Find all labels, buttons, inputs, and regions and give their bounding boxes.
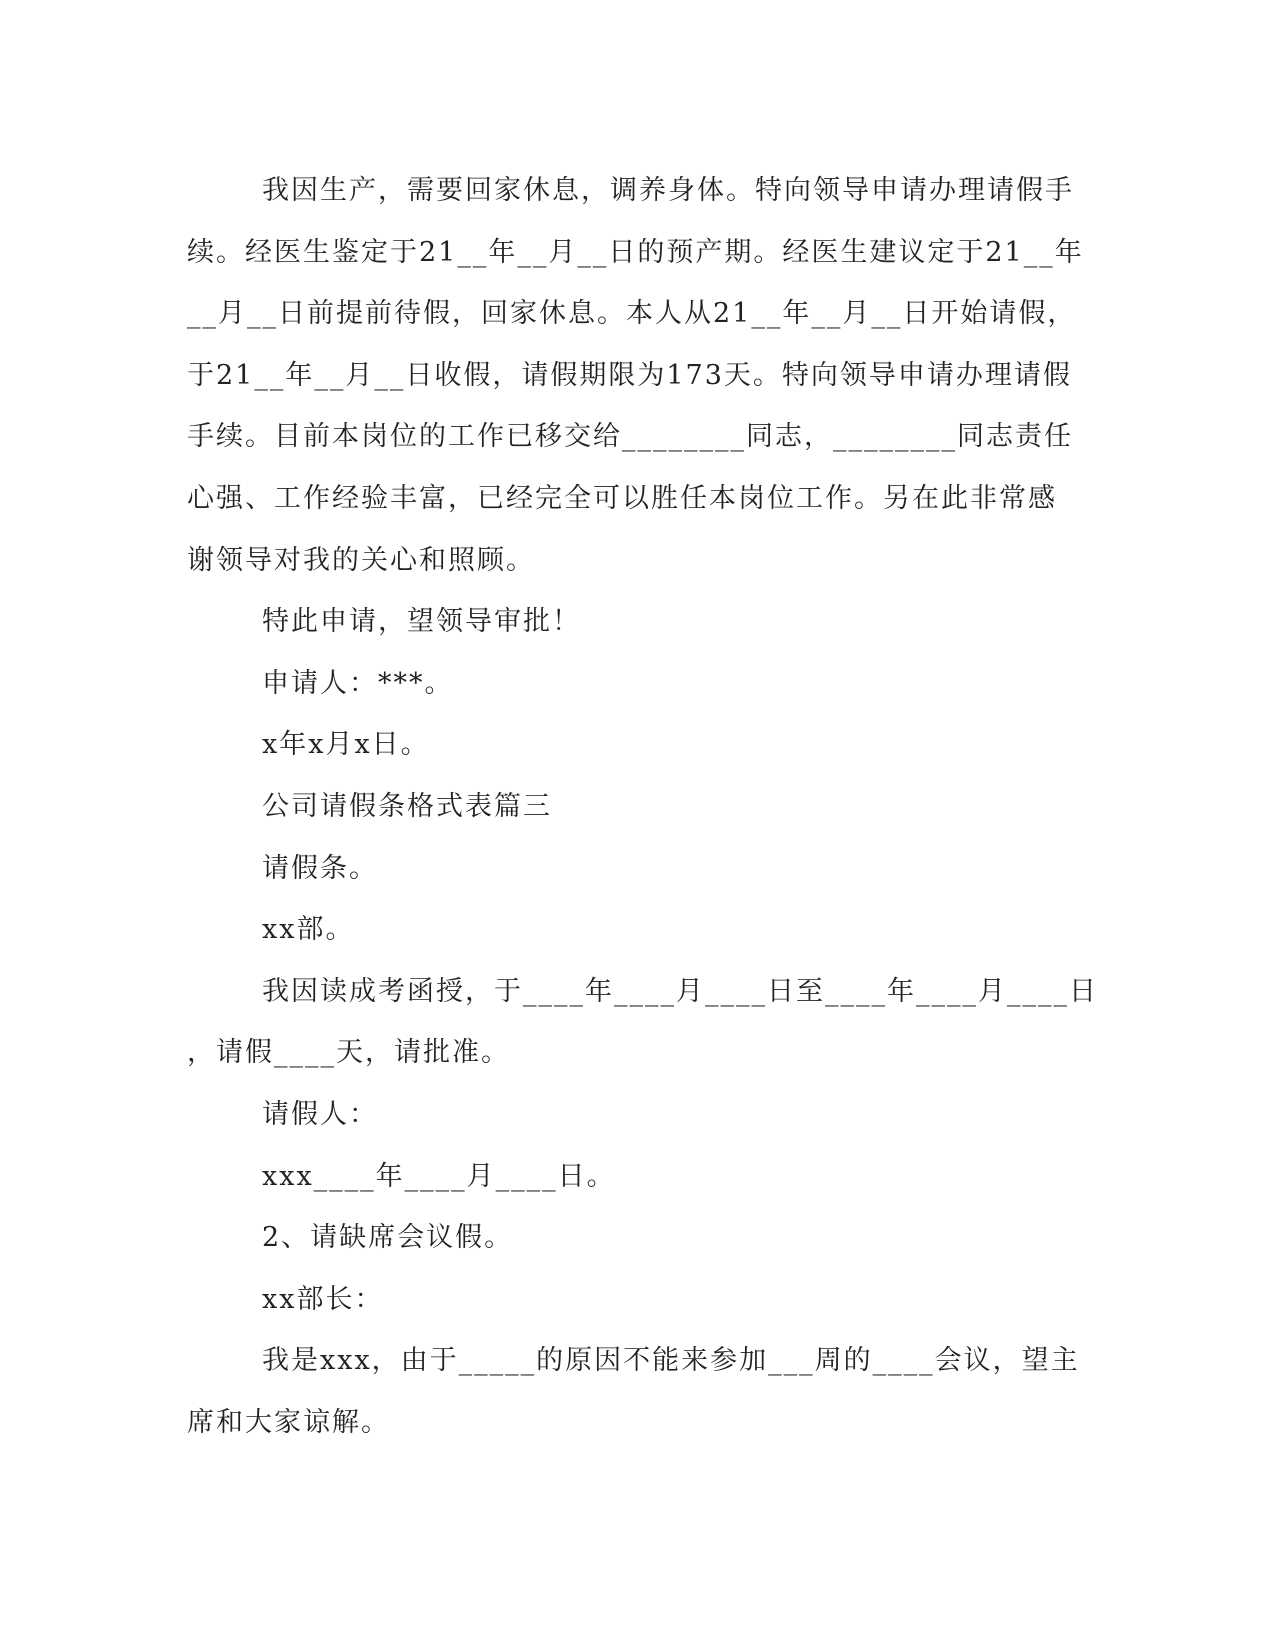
recipient-line: xx部。 — [262, 914, 355, 946]
date-line: x年x月x日。 — [262, 729, 430, 761]
section-heading: 2、请缺席会议假。 — [262, 1222, 514, 1254]
applicant-signature: 申请人：***。 — [262, 667, 454, 699]
date-line: xxx____年____月____日。 — [262, 1160, 616, 1192]
closing-request: 特此申请，望领导审批！ — [262, 606, 581, 638]
paragraph-line: 续。经医生鉴定于21__年__月__日的预产期。经医生建议定于21__年 — [187, 236, 1084, 268]
paragraph-line: 于21__年__月__日收假，请假期限为173天。特向领导申请办理请假 — [187, 359, 1072, 391]
paragraph-line: ，请假____天，请批准。 — [187, 1037, 510, 1069]
paragraph-line: 我是xxx，由于_____的原因不能来参加___周的____会议，望主 — [262, 1345, 1080, 1377]
paragraph-line: __月__日前提前待假，回家休息。本人从21__年__月__日开始请假， — [187, 298, 1077, 330]
paragraph-line: 席和大家谅解。 — [187, 1406, 390, 1438]
paragraph-line: 我因读成考函授，于____年____月____日至____年____月____日 — [262, 975, 1098, 1007]
paragraph-line: 手续。目前本岗位的工作已移交给________同志，________同志责任 — [187, 421, 1073, 453]
recipient-line: xx部长： — [262, 1283, 384, 1315]
leave-person-line: 请假人： — [262, 1098, 378, 1130]
paragraph-line: 心强、工作经验丰富，已经完全可以胜任本岗位工作。另在此非常感 — [187, 482, 1057, 514]
document-body — [187, 160, 1098, 1453]
note-title: 请假条。 — [262, 852, 378, 884]
section-heading: 公司请假条格式表篇三 — [262, 790, 552, 822]
paragraph-line: 谢领导对我的关心和照顾。 — [187, 544, 535, 576]
paragraph-line: 我因生产，需要回家休息，调养身体。特向领导申请办理请假手 — [262, 175, 1074, 206]
